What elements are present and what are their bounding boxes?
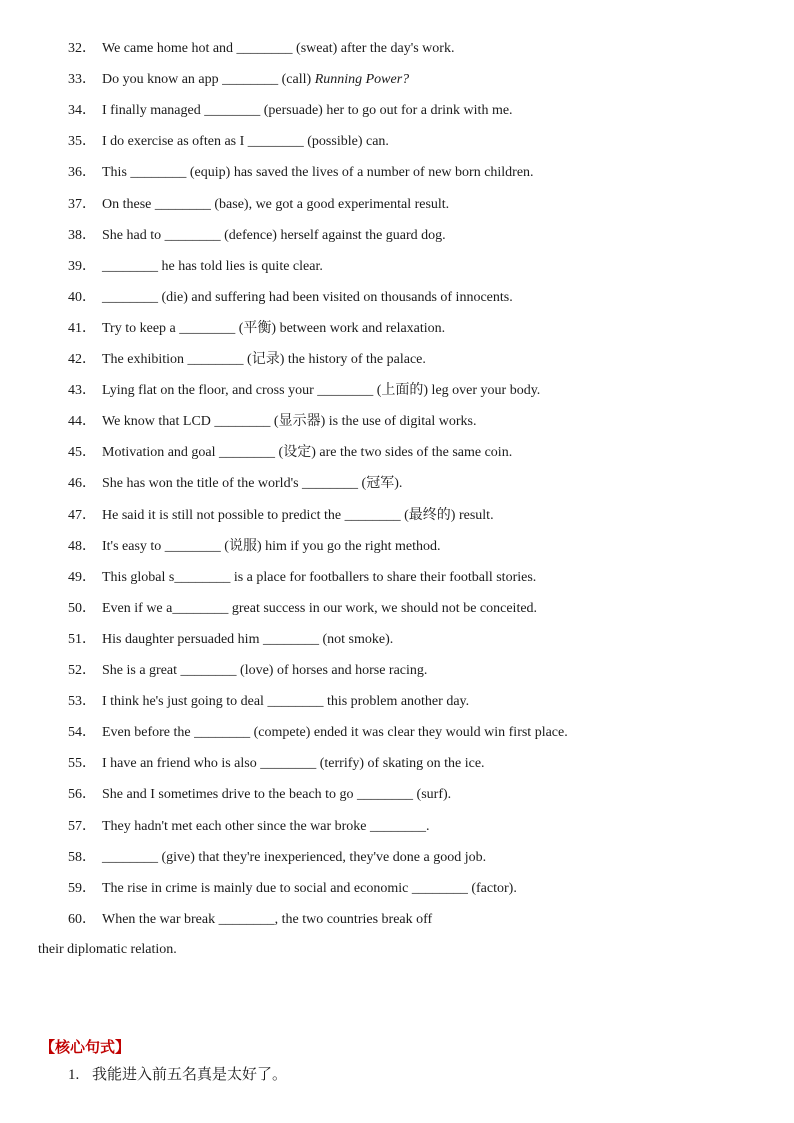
question-text-main: ________ (give) that they're inexperienced, they've done a good job. bbox=[102, 849, 487, 865]
question-number: 39． bbox=[68, 258, 96, 274]
question-number: 58． bbox=[68, 849, 96, 865]
question-text-main: We came home hot and ________ (sweat) after the day's work. bbox=[102, 41, 455, 56]
question-text bbox=[102, 910, 432, 930]
question-text bbox=[102, 474, 402, 494]
question-text bbox=[102, 257, 323, 277]
question-text-main: Even before the ________ (compete) ended it was clear they would win first place. bbox=[102, 725, 568, 741]
question-number: 46． bbox=[68, 476, 96, 492]
question-text bbox=[102, 537, 440, 557]
question-row bbox=[0, 785, 794, 805]
question-row bbox=[0, 506, 794, 526]
question-number: 47． bbox=[68, 507, 96, 523]
question-number: 59． bbox=[68, 880, 96, 896]
question-text-main: Try to keep a ________ (平衡) between work and relaxation. bbox=[102, 320, 446, 336]
question-number: 44． bbox=[68, 414, 96, 430]
question-text bbox=[102, 195, 449, 215]
question-row bbox=[0, 599, 794, 619]
question-number: 42． bbox=[68, 352, 96, 367]
question-row bbox=[0, 568, 794, 588]
question-text-main: The rise in crime is mainly due to social and economic ________ (factor). bbox=[102, 880, 517, 896]
question-row bbox=[0, 39, 794, 59]
question-text-main: They hadn't met each other since the war broke ________. bbox=[102, 818, 430, 834]
question-row bbox=[0, 319, 794, 339]
core-sentence-item bbox=[68, 1063, 287, 1086]
question-text bbox=[102, 692, 469, 712]
question-text-main: ________ he has told lies is quite clear. bbox=[102, 258, 323, 274]
question-number: 54． bbox=[68, 725, 96, 741]
question-row bbox=[0, 537, 794, 557]
question-row bbox=[0, 910, 794, 930]
question-number: 60． bbox=[68, 911, 96, 927]
question-row bbox=[0, 132, 794, 152]
question-row bbox=[0, 257, 794, 277]
question-text bbox=[102, 723, 568, 743]
question-text-main: She had to ________ (defence) herself against the guard dog. bbox=[102, 227, 446, 243]
question-text-main: I have an friend who is also ________ (terrify) of skating on the ice. bbox=[102, 756, 485, 772]
question-text-main: She is a great ________ (love) of horses and horse racing. bbox=[102, 663, 428, 678]
question-text-main: I finally managed ________ (persuade) her to go out for a drink with me. bbox=[102, 103, 513, 119]
question-text-main: This global s________ is a place for footballers to share their football stories. bbox=[102, 569, 537, 585]
question-text bbox=[102, 848, 486, 868]
question-row bbox=[0, 692, 794, 712]
question-text bbox=[102, 754, 485, 774]
question-row bbox=[0, 630, 794, 650]
question-number: 56． bbox=[68, 787, 96, 803]
question-row bbox=[0, 381, 794, 401]
question-text-main: She and I sometimes drive to the beach to go ________ (surf). bbox=[102, 787, 452, 803]
question-number: 35． bbox=[68, 134, 96, 150]
question-row bbox=[0, 754, 794, 774]
question-text-main: I think he's just going to deal ________ this problem another day. bbox=[102, 694, 470, 710]
question-number: 49． bbox=[68, 569, 96, 585]
question-row bbox=[0, 474, 794, 494]
question-text-main: We know that LCD ________ (显示器) is the use of digital works. bbox=[102, 414, 477, 430]
question-row bbox=[0, 163, 794, 183]
question-text-main: I do exercise as often as I ________ (possible) can. bbox=[102, 134, 389, 150]
question-row bbox=[0, 848, 794, 868]
question-number: 33． bbox=[68, 72, 96, 88]
question-number: 43． bbox=[68, 383, 96, 399]
question-number: 53． bbox=[68, 694, 96, 710]
question-text-main: When the war break ________, the two countries break off bbox=[102, 911, 433, 927]
question-number: 34． bbox=[68, 103, 96, 119]
question-text-main: ________ (die) and suffering had been visited on thousands of innocents. bbox=[102, 289, 513, 305]
question-row bbox=[0, 101, 794, 121]
question-text bbox=[102, 350, 426, 370]
question-text-main: Do you know an app ________ (call) bbox=[102, 72, 315, 88]
question-text bbox=[102, 412, 477, 432]
question-text bbox=[102, 443, 512, 463]
question-text-italic: Running Power? bbox=[314, 72, 410, 88]
question-row bbox=[0, 195, 794, 215]
question-number: 37． bbox=[68, 196, 96, 212]
question-text bbox=[102, 319, 445, 339]
question-text bbox=[102, 132, 389, 152]
question-text-main: Motivation and goal ________ (设定) are the two sides of the same coin. bbox=[102, 445, 513, 461]
question-row bbox=[0, 661, 794, 681]
question-text-main: She has won the title of the world's ________ (冠军). bbox=[102, 476, 403, 492]
question-text-main: Lying flat on the floor, and cross your ________ (上面的) leg over your body. bbox=[102, 383, 541, 399]
question-text-main: Even if we a________ great success in our work, we should not be conceited. bbox=[102, 600, 538, 616]
question-text bbox=[102, 288, 513, 308]
question-row bbox=[0, 412, 794, 432]
question-number: 51． bbox=[68, 631, 96, 647]
question-text bbox=[102, 879, 517, 899]
question-text bbox=[102, 39, 454, 59]
question-number: 32． bbox=[68, 41, 96, 56]
question-text-main: On these ________ (base), we got a good experimental result. bbox=[102, 196, 450, 212]
question-text bbox=[102, 506, 494, 526]
question-row bbox=[0, 443, 794, 463]
question-text-main: This ________ (equip) has saved the lives of a number of new born children. bbox=[102, 165, 534, 181]
question-text-main: His daughter persuaded him ________ (not smoke). bbox=[102, 631, 394, 647]
question-text bbox=[102, 70, 409, 90]
question-number: 57． bbox=[68, 818, 96, 834]
question-row bbox=[0, 817, 794, 837]
section-title: 【核心句式】 bbox=[40, 1038, 131, 1056]
question-number: 45． bbox=[68, 445, 96, 461]
question-text-main: It's easy to ________ (说服) him if you go the right method. bbox=[102, 538, 441, 554]
question-number: 50． bbox=[68, 600, 96, 616]
question-text bbox=[102, 226, 446, 246]
question-60-continuation: their diplomatic relation. bbox=[38, 942, 177, 957]
question-number: 40． bbox=[68, 289, 96, 305]
question-text bbox=[102, 817, 430, 837]
question-number: 55． bbox=[68, 756, 96, 772]
question-text bbox=[102, 661, 427, 681]
question-row bbox=[0, 350, 794, 370]
question-row bbox=[0, 879, 794, 899]
question-number: 48． bbox=[68, 538, 96, 554]
question-text bbox=[102, 163, 534, 183]
question-row bbox=[0, 226, 794, 246]
question-text bbox=[102, 568, 536, 588]
question-row bbox=[0, 288, 794, 308]
question-text bbox=[102, 101, 513, 121]
question-text bbox=[102, 630, 393, 650]
question-text bbox=[102, 785, 451, 805]
question-text bbox=[102, 599, 537, 619]
core-sentence-text: 我能进入前五名真是太好了。 bbox=[92, 1065, 288, 1083]
question-row bbox=[0, 723, 794, 743]
core-sentence-number: 1. bbox=[68, 1067, 80, 1083]
question-text bbox=[102, 381, 540, 401]
question-number: 41． bbox=[68, 320, 96, 336]
question-row bbox=[0, 70, 794, 90]
question-text-main: He said it is still not possible to predict the ________ (最终的) result. bbox=[102, 507, 494, 523]
question-number: 52． bbox=[68, 663, 96, 678]
question-text-main: The exhibition ________ (记录) the history of the palace. bbox=[102, 352, 426, 367]
question-number: 36． bbox=[68, 165, 96, 181]
question-number: 38． bbox=[68, 227, 96, 243]
